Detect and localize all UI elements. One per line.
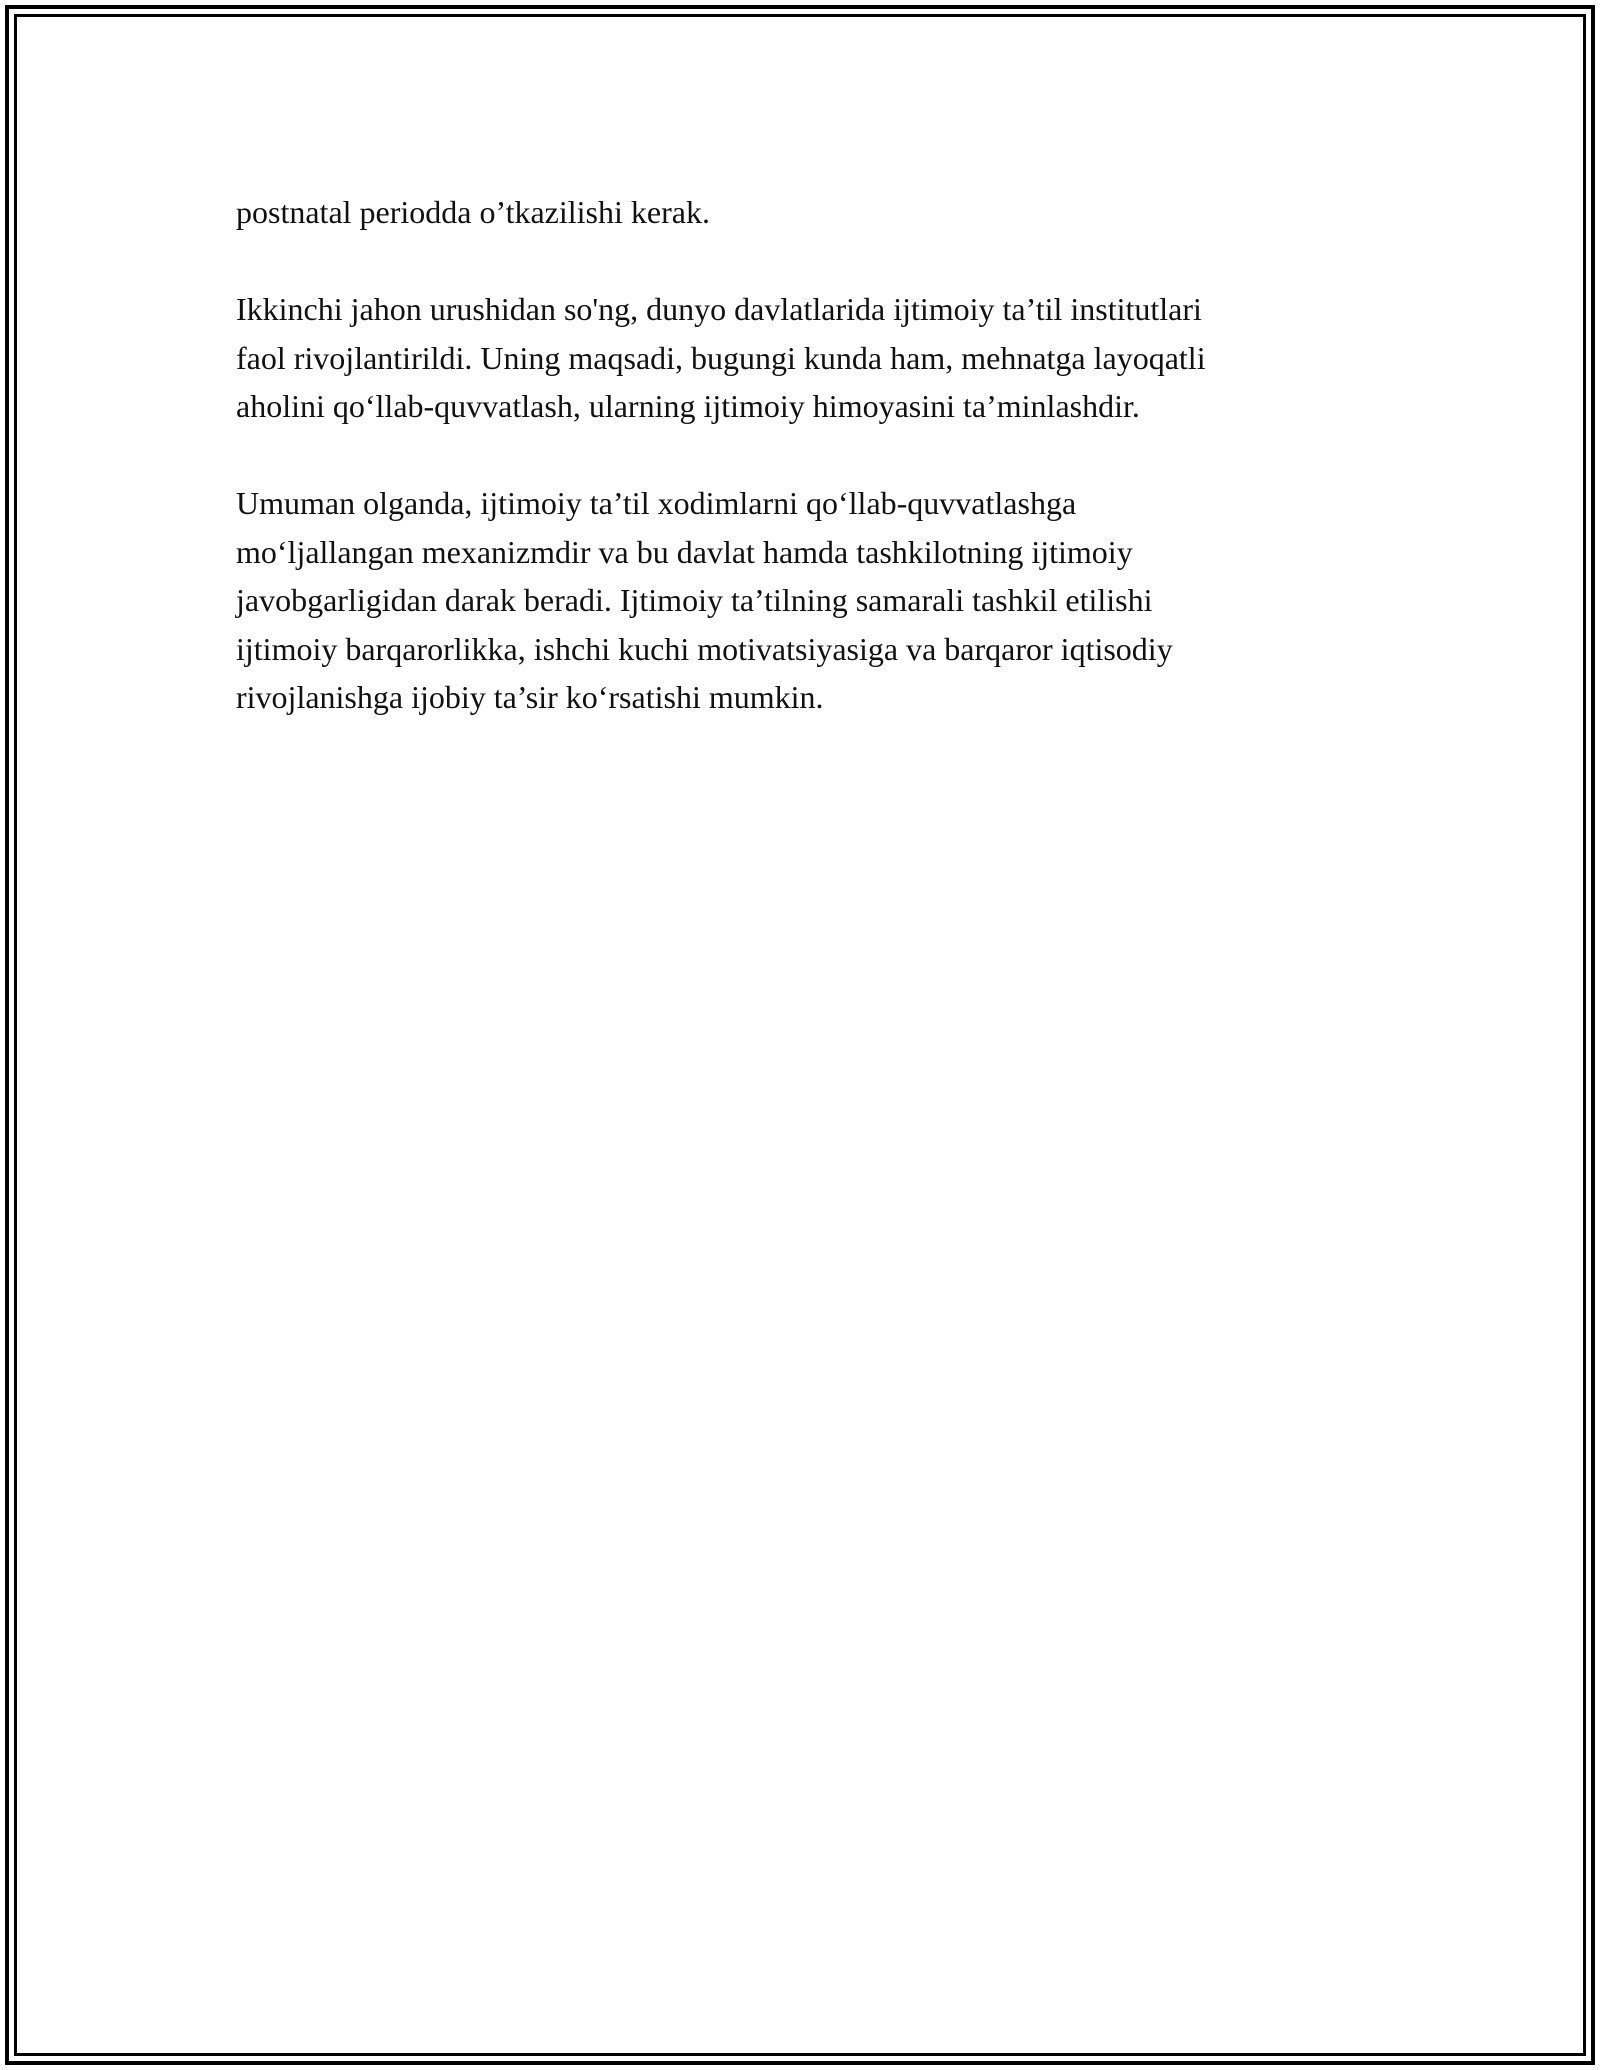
text-line: faol rivojlantirildi. Uning maqsadi, bugungi kunda ham, mehnatga layoqatli (236, 339, 1206, 376)
text-line: aholini qo‘llab-quvvatlash, ularning ijtimoiy himoyasini ta’minlashdir. (236, 388, 1140, 424)
document-body (236, 188, 1386, 770)
paragraph-3 (236, 479, 1386, 722)
text-line: mo‘ljallangan mexanizmdir va bu davlat hamda tashkilotning ijtimoiy (236, 533, 1133, 570)
text-line: Ikkinchi jahon urushidan so'ng, dunyo davlatlarida ijtimoiy ta’til institutlari (236, 291, 1202, 327)
text-line: postnatal periodda o’tkazilishi kerak. (236, 194, 710, 230)
text-line: Umuman olganda, ijtimoiy ta’til xodimlarni qo‘llab-quvvatlashga (236, 485, 1077, 521)
paragraph-1 (236, 188, 1386, 237)
text-line: ijtimoiy barqarorlikka, ishchi kuchi motivatsiyasiga va barqaror iqtisodiy (236, 630, 1173, 667)
text-line: rivojlanishga ijobiy ta’sir ko‘rsatishi mumkin. (236, 679, 824, 715)
text-line: javobgarligidan darak beradi. Ijtimoiy ta’tilning samarali tashkil etilishi (236, 582, 1153, 618)
paragraph-2 (236, 285, 1386, 431)
